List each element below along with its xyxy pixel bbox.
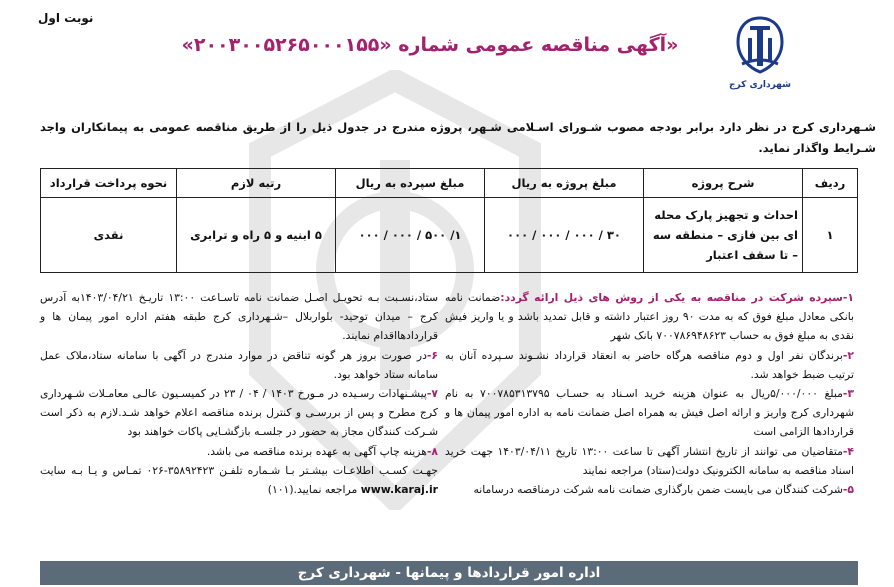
conditions-left-column xyxy=(40,288,438,499)
header-row-number: ردیف xyxy=(803,169,858,198)
header-payment-method: نحوه پرداخت قرارداد xyxy=(41,169,177,198)
cell-payment-method: نقدی xyxy=(41,198,177,273)
cell-required-rank: ۵ ابنیه و ۵ راه و ترابری xyxy=(177,198,336,273)
condition-item: ۵-شرکت کنندگان می بایست ضمن بارگذاری ضمانت نامه شرکت درمناقصه درسامانه xyxy=(473,483,854,497)
cell-project-amount: ۳۰ / ۰۰۰ / ۰۰۰ / ۰۰۰ xyxy=(485,198,644,273)
condition-item: ستاد،نسـبت بـه تحویـل اصـل ضمانت نامه تاسـاعت ۱۳:۰۰ تاریـخ ۱۴۰۳/۰۴/۲۱به آدرس کرج – میدان توحید- بلواربلال –شـهرداری کرج طبقه هفتم اداره امور پیمان ها و قراردادهااقدام نمایند. xyxy=(40,291,439,343)
table-row xyxy=(41,198,858,273)
intro-text: شـهرداری کرج در نظر دارد برابر بودجه مصوب شـورای اسـلامی شـهر، پروژه مندرج در جدول ذیل را از طریق مناقصه عمومی به پیمانکاران واجد شـرایط واگذار نماید. xyxy=(40,120,876,155)
condition-item: ۲-برندگان نفر اول و دوم مناقصه هرگاه حاضر به انعقاد قرارداد نشـوند سـپرده آنان به ترتیب ضبط خواهد شد. xyxy=(445,348,854,381)
header-description: شرح پروژه xyxy=(644,169,803,198)
conditions-right-column xyxy=(445,288,854,499)
footer-banner: اداره امور قراردادها و پیمانها - شهرداری کرج xyxy=(40,561,858,585)
tender-title: «آگهی مناقصه عمومی شماره «۲۰۰۳۰۰۵۲۶۵۰۰۰۱۵۵» xyxy=(181,34,679,56)
contact-info: جهـت کسـب اطلاعـات بیشـتر بـا شـماره تلفـن ۳۵۸۹۲۴۲۳-۰۲۶ تمـاس و یـا بـه سایت www.karaj.ir مراجعه نمایید.(۱۰۱) xyxy=(40,463,438,497)
cell-row-number: ۱ xyxy=(803,198,858,273)
cell-description: احداث و تجهیز پارک محله ای بین فازی – منطقه سه – تا سقف اعتبار xyxy=(644,198,803,273)
header-project-amount: مبلغ پروژه به ریال xyxy=(485,169,644,198)
condition-item: ۴-متقاضیان می توانند از تاریخ انتشار آگهی تا ساعت ۱۳:۰۰ تاریخ ۱۴۰۳/۰۴/۱۱ جهت خرید اسناد مناقصه به سامانه الکترونیک دولت(ستاد) مراجعه نمایند xyxy=(445,444,854,477)
publication-round: نوبت اول xyxy=(38,11,94,25)
condition-item: ۳-مبلغ ۵/۰۰۰/۰۰۰ریال به عنوان هزینه خرید اسـناد به حسـاب ۷۰۰۷۸۵۳۱۳۷۹۵ به نام شهرداری کرج واریز و ارائه اصل فیش به همراه اصل ضمانت نامه به اداره امور پیمان ها و قراردادها الزامی است xyxy=(445,387,854,439)
condition-item: ۶-در صورت بروز هر گونه تناقض در موارد مندرج در آگهی با سامانه ستاد،ملاک عمل سامانه ستاد خواهد بود. xyxy=(40,348,438,381)
header-deposit-amount: مبلغ سپرده به ریال xyxy=(336,169,485,198)
karaj-emblem-icon xyxy=(728,12,792,78)
logo-caption: شهرداری کرج xyxy=(729,80,791,90)
projects-table xyxy=(40,168,858,273)
header-required-rank: رتبه لازم xyxy=(177,169,336,198)
condition-item: ۸-هزینه چاپ آگهی به عهده برنده مناقصه می باشد. xyxy=(206,444,438,458)
municipality-logo xyxy=(728,12,792,92)
cell-deposit-amount: ۱/ ۵۰۰ / ۰۰۰ / ۰۰۰ xyxy=(336,198,485,273)
website-link[interactable]: www.karaj.ir xyxy=(360,483,438,497)
table-header-row xyxy=(41,169,858,198)
condition-item: ۱-سپرده شرکت در مناقصه به یکی از روش های ذیل ارائه گردد:ضمانت نامه بانکی معادل مبلغ فوق که به مدت ۹۰ روز اعتبار داشته و قابل تمدید باشد و یا واریز فیش نقدی به مبلغ فوق به حساب ۷۰۰۷۸۶۹۴۸۶۲۳ بانک شهر xyxy=(445,291,854,343)
condition-item: ۷-پیشـنهادات رسـیده در مـورخ ۱۴۰۳ / ۰۴ / ۲۳ در کمیسـیون عالـی معامـلات شـهرداری کرج مطرح و پس از بررسـی و کنترل برنده مناقصه اعلام خواهد شـد.لازم به ذکر است شـرکت کنندگان مجاز به حضور در جلسـه بازگشـایی پاکات خواهند بود xyxy=(40,387,438,439)
